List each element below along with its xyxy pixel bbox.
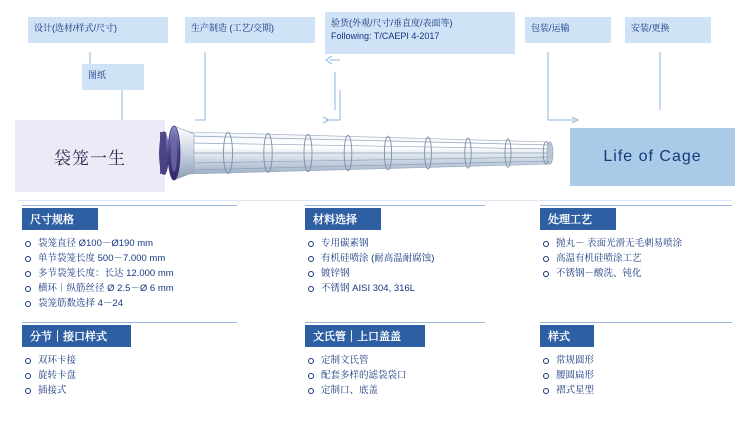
spec-underline-style (540, 322, 732, 323)
spec-title-size: 尺寸规格 (22, 208, 98, 230)
spec-item: 腰圆扁形 (540, 368, 594, 383)
top-box-design-line-0: 设计(选材/样式/尺寸) (34, 23, 117, 33)
spec-item: 高温有机硅喷涂工艺 (540, 251, 682, 266)
spec-list-style (540, 353, 594, 398)
spec-item: 镀锌钢 (305, 266, 434, 281)
spec-list-venturi (305, 353, 425, 398)
cage-product-image (150, 112, 570, 192)
top-box-installation-line-0: 安装/更换 (631, 23, 670, 33)
section-divider (18, 200, 732, 201)
spec-list-size (22, 236, 174, 311)
spec-block-treatment (540, 208, 682, 281)
top-box-inspection-line-1: Following: T/CAEPI 4-2017 (331, 31, 440, 41)
spec-item: 插接式 (22, 383, 131, 398)
panel-left (15, 120, 165, 192)
spec-block-venturi (305, 325, 425, 398)
top-box-manufacture[interactable] (185, 17, 315, 43)
spec-item: 定制口、底盖 (305, 383, 425, 398)
spec-list-material (305, 236, 434, 296)
spec-list-treatment (540, 236, 682, 281)
spec-item: 常规圆形 (540, 353, 594, 368)
spec-item: 专用碳素钢 (305, 236, 434, 251)
panel-left-title: 袋笼一生 (54, 148, 126, 168)
spec-underline-material (305, 205, 485, 206)
panel-right-title: Life of Cage (603, 148, 702, 165)
spec-item: 双环卡接 (22, 353, 131, 368)
top-box-installation[interactable] (625, 17, 711, 43)
spec-underline-size (22, 205, 237, 206)
spec-underline-treatment (540, 205, 732, 206)
spec-title-treatment: 处理工艺 (540, 208, 616, 230)
spec-item: 定制文氏管 (305, 353, 425, 368)
spec-title-venturi: 文氏管｜上口盖盖 (305, 325, 425, 347)
spec-block-material (305, 208, 434, 296)
spec-item: 袋笼筋数选择 4－24 (22, 296, 174, 311)
spec-item: 横环｜纵筋丝径 Ø 2.5－Ø 6 mm (22, 281, 174, 296)
top-box-drawing[interactable] (82, 64, 144, 90)
spec-item: 抛丸－ 表面光滑无毛刺易喷涂 (540, 236, 682, 251)
top-box-drawing-line-0: 图纸 (88, 70, 107, 80)
spec-item: 单节袋笼长度 500－7.000 mm (22, 251, 174, 266)
top-box-inspection-line-0: 验货(外观/尺寸/垂直度/表面等) (331, 18, 453, 28)
spec-item: 有机硅喷涂 (耐高温耐腐蚀) (305, 251, 434, 266)
spec-underline-joint (22, 322, 237, 323)
top-box-packing[interactable] (525, 17, 611, 43)
spec-list-joint (22, 353, 131, 398)
spec-block-joint (22, 325, 131, 398)
top-box-manufacture-line-0: 生产制造 (工艺/交期) (191, 23, 274, 33)
spec-item: 多节袋笼长度：长达 12.000 mm (22, 266, 174, 281)
spec-block-style (540, 325, 594, 398)
spec-item: 不锈钢－酸洗、钝化 (540, 266, 682, 281)
spec-item: 配套多样的滤袋袋口 (305, 368, 425, 383)
spec-item: 褶式星型 (540, 383, 594, 398)
top-box-design[interactable] (28, 17, 168, 43)
top-box-packing-line-0: 包装/运输 (531, 23, 570, 33)
spec-block-size (22, 208, 174, 311)
spec-underline-venturi (305, 322, 485, 323)
spec-item: 旋转卡盘 (22, 368, 131, 383)
spec-title-joint: 分节｜接口样式 (22, 325, 131, 347)
panel-right (570, 128, 735, 186)
top-box-inspection[interactable] (325, 12, 515, 54)
spec-item: 袋笼直径 Ø100－Ø190 mm (22, 236, 174, 251)
spec-title-style: 样式 (540, 325, 594, 347)
spec-title-material: 材料选择 (305, 208, 381, 230)
spec-item: 不锈钢 AISI 304, 316L (305, 281, 434, 296)
